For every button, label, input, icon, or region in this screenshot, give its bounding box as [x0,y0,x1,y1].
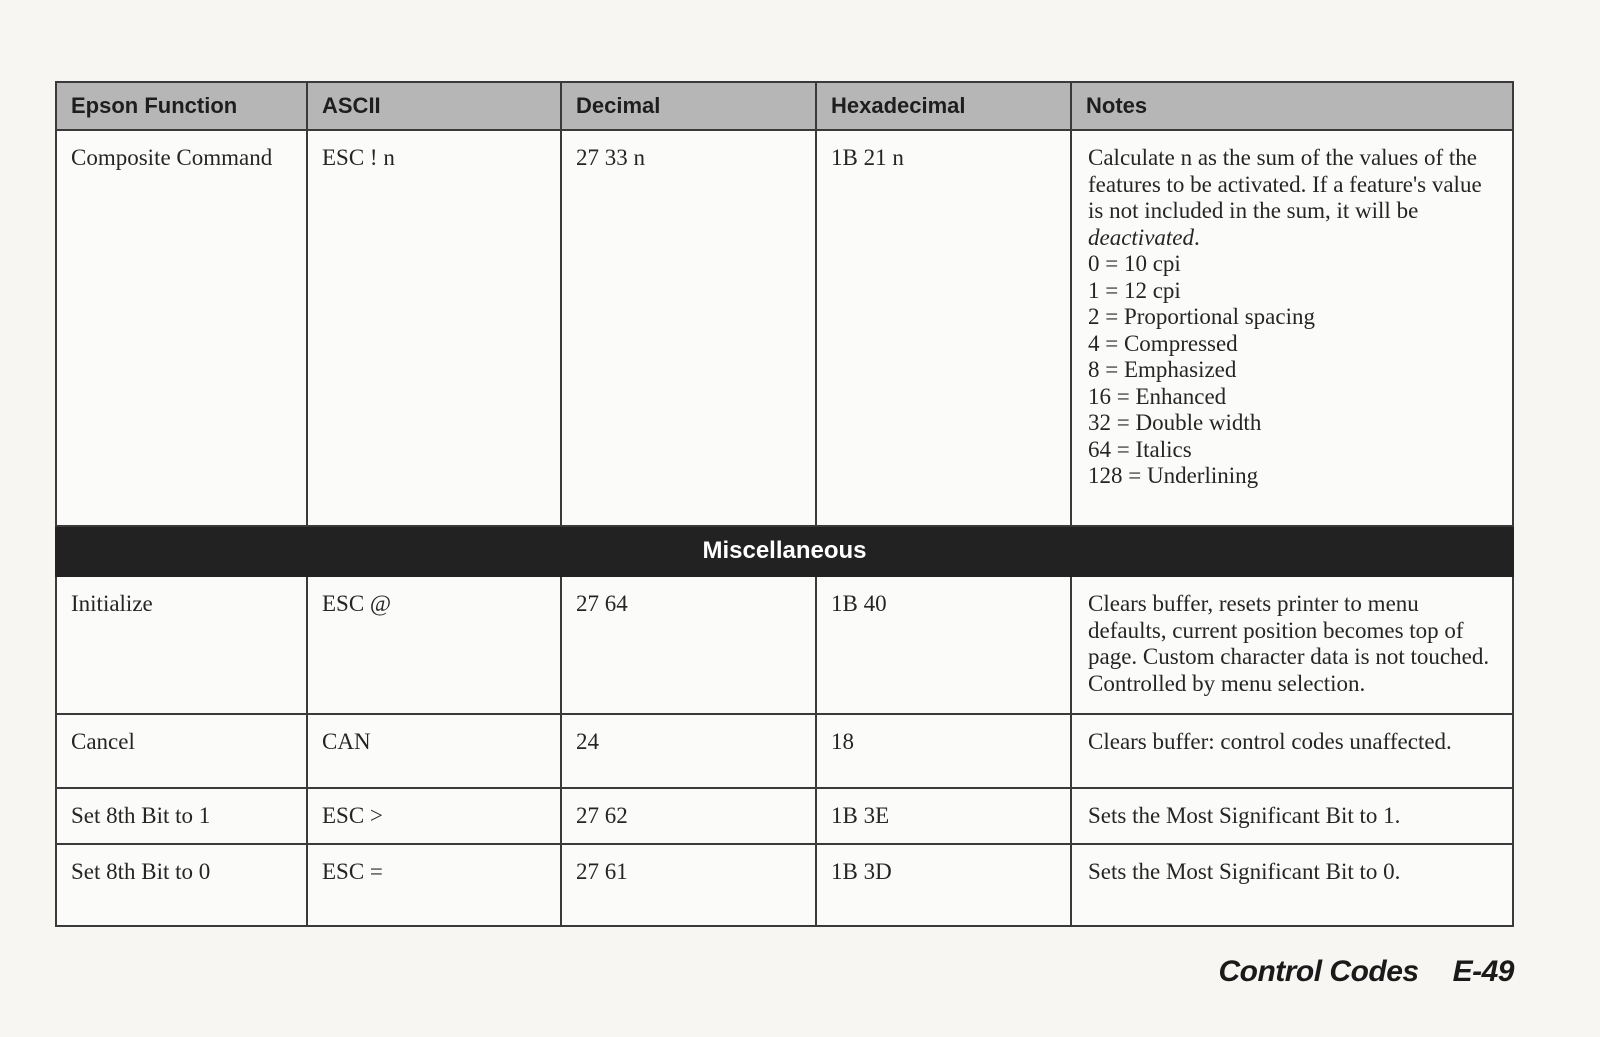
cell-ascii: ESC > [307,788,561,844]
header-hexadecimal: Hexadecimal [816,82,1071,130]
cell-ascii: ESC ! n [307,130,561,526]
cell-decimal: 27 61 [561,844,816,926]
table-row [56,844,1513,926]
cell-ascii: CAN [307,714,561,788]
table-row [56,714,1513,788]
table-header [56,82,1513,130]
cell-decimal: 24 [561,714,816,788]
cell-notes: Clears buffer, resets printer to menu defaults, current position becomes top of page. Custom character data is not touched. Controlled by menu selection. [1071,576,1513,714]
page-number: E-49 [1452,955,1514,988]
list-item: 16 = Enhanced [1088,383,1227,409]
header-decimal: Decimal [561,82,816,130]
list-item: 64 = Italics [1088,436,1192,462]
cell-hex: 1B 40 [816,576,1071,714]
list-item: 4 = Compressed [1088,330,1238,356]
header-row [56,82,1513,130]
list-item: 2 = Proportional spacing [1088,304,1315,329]
cell-decimal: 27 62 [561,788,816,844]
cell-function: Initialize [56,576,307,714]
cell-notes [1071,130,1513,526]
section-title: Miscellaneous [56,526,1513,576]
cell-function: Composite Command [56,130,307,526]
cell-notes: Clears buffer: control codes unaffected. [1071,714,1513,788]
cell-hex: 18 [816,714,1071,788]
cell-ascii: ESC = [307,844,561,926]
section-row-miscellaneous [56,526,1513,576]
control-codes-table-wrapper [55,81,1512,927]
notes-intro: Calculate n as the sum of the values of the features to be activated. If a feature's value is not included in the sum, it will be [1088,145,1482,223]
header-notes: Notes [1071,82,1513,130]
table-row [56,576,1513,714]
notes-emphasis: deactivated [1088,224,1195,250]
feature-values-list [1088,251,1500,490]
cell-hex: 1B 3E [816,788,1071,844]
cell-function: Set 8th Bit to 0 [56,844,307,926]
list-item: 0 = 10 cpi [1088,251,1181,276]
cell-hex: 1B 3D [816,844,1071,926]
cell-decimal: 27 33 n [561,130,816,526]
table-row [56,788,1513,844]
cell-ascii: ESC @ [307,576,561,714]
cell-function: Set 8th Bit to 1 [56,788,307,844]
table-row-composite-command [56,130,1513,526]
cell-decimal: 27 64 [561,576,816,714]
header-ascii: ASCII [307,82,561,130]
table-body [56,130,1513,926]
control-codes-table [55,81,1514,927]
list-item: 128 = Underlining [1088,463,1259,488]
cell-hex: 1B 21 n [816,130,1071,526]
list-item: 1 = 12 cpi [1088,277,1181,303]
cell-function: Cancel [56,714,307,788]
list-item: 32 = Double width [1088,410,1262,435]
header-epson-function: Epson Function [56,82,307,130]
cell-notes: Sets the Most Significant Bit to 0. [1071,844,1513,926]
cell-notes: Sets the Most Significant Bit to 1. [1071,788,1513,844]
footer-section-title: Control Codes [1218,955,1419,988]
notes-period: . [1194,224,1200,250]
list-item: 8 = Emphasized [1088,357,1237,382]
page-footer [1218,955,1514,989]
